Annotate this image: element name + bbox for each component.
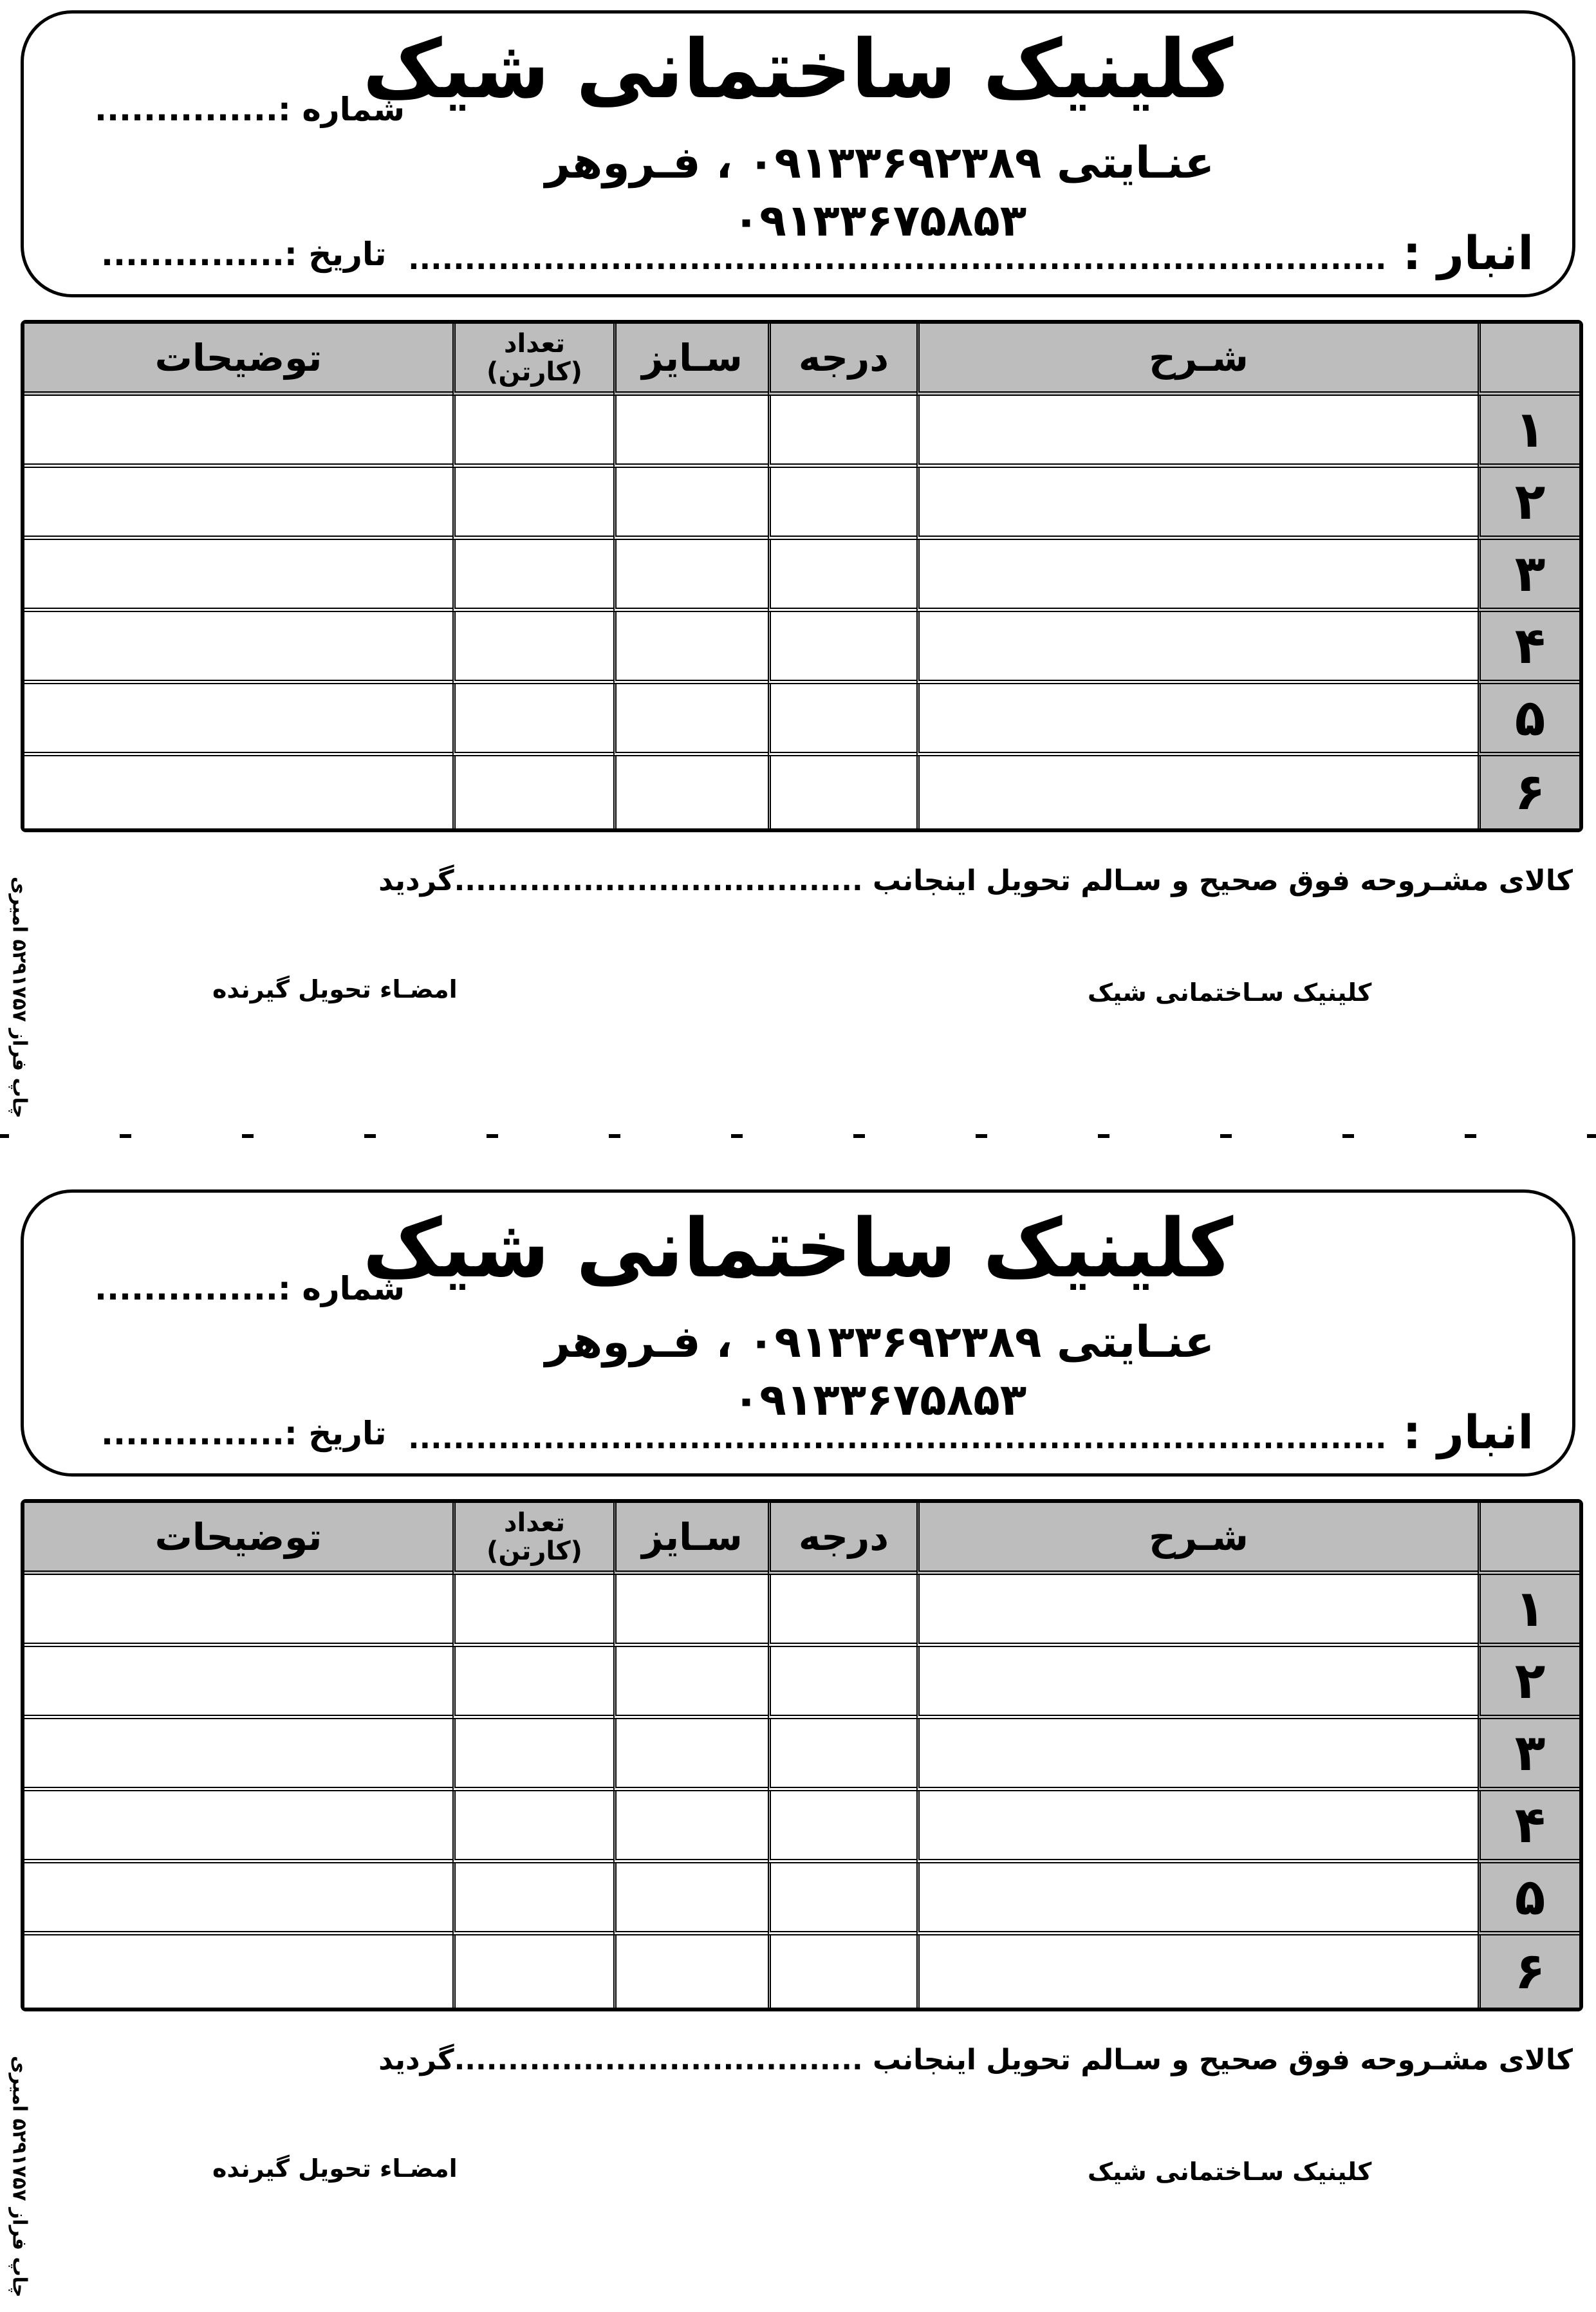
receiver-signature-label: امضـاء تحویل گیرنده [212,2154,458,2183]
grade-cell[interactable] [768,684,916,756]
warehouse-value[interactable]: ....................................................................................... [408,1421,1387,1455]
notes-cell[interactable] [24,1863,452,1935]
date-label: تاریخ : [284,236,387,273]
quantity-cell[interactable] [452,684,613,756]
table-row [24,468,1579,540]
form-header-box [21,10,1575,297]
table-row [24,612,1579,684]
date-value[interactable]: ............... [101,236,284,273]
table-row [24,1863,1579,1935]
description-cell[interactable] [916,612,1478,684]
column-header-size: سـایز [613,324,768,396]
table-body [24,1575,1579,2008]
table-body [24,396,1579,828]
notes-cell[interactable] [24,1935,452,2008]
cut-line-dashed [0,1134,1596,1138]
notes-cell[interactable] [24,1647,452,1719]
size-cell[interactable] [613,684,768,756]
column-header-description: شـرح [916,324,1478,396]
quantity-cell[interactable] [452,1935,613,2008]
description-cell[interactable] [916,1647,1478,1719]
size-cell[interactable] [613,756,768,828]
column-header-notes: توضیحات [24,324,452,396]
delivery-form-2 [0,1179,1596,2312]
quantity-cell[interactable] [452,1575,613,1647]
warehouse-value[interactable]: ....................................................................................... [408,241,1387,276]
row-number: ۲ [1478,1647,1579,1719]
quantity-header-line1: تعداد [504,328,565,359]
printer-credit: چاپ فراز ۵۲۹۱۷۵۷ امیری [8,876,31,1119]
quantity-header-line2: (کارتن) [487,1536,582,1566]
column-header-row-number [1478,1503,1579,1575]
date-value[interactable]: ............... [101,1415,284,1452]
column-header-size: سـایز [613,1503,768,1575]
description-cell[interactable] [916,1791,1478,1863]
grade-cell[interactable] [768,1575,916,1647]
column-header-grade: درجه [768,1503,916,1575]
table-row [24,1719,1579,1791]
quantity-cell[interactable] [452,1647,613,1719]
date-label: تاریخ : [284,1415,387,1452]
notes-cell[interactable] [24,684,452,756]
quantity-cell[interactable] [452,1791,613,1863]
form-header-box [21,1189,1575,1477]
column-header-description: شـرح [916,1503,1478,1575]
description-cell[interactable] [916,1863,1478,1935]
date-field[interactable] [101,1415,386,1452]
description-cell[interactable] [916,684,1478,756]
table-row [24,1935,1579,2008]
table-header-row [24,1503,1579,1575]
row-number: ۵ [1478,1863,1579,1935]
delivery-form-1 [0,0,1596,1133]
clinic-signature-label: کلینیک سـاختمانی شیک [1088,2158,1372,2186]
row-number: ۵ [1478,684,1579,756]
grade-cell[interactable] [768,1647,916,1719]
company-title: کلینیک ساختمانی شیک [362,1202,1234,1296]
quantity-cell[interactable] [452,468,613,540]
printer-credit: چاپ فراز ۵۲۹۱۷۵۷ امیری [8,2055,31,2298]
size-cell[interactable] [613,1863,768,1935]
column-header-quantity [452,1503,613,1575]
grade-cell[interactable] [768,756,916,828]
row-number: ۴ [1478,1791,1579,1863]
items-table [21,1499,1583,2011]
column-header-row-number [1478,324,1579,396]
quantity-header-line2: (کارتن) [487,357,582,387]
notes-cell[interactable] [24,396,452,468]
row-number: ۱ [1478,396,1579,468]
row-number: ۶ [1478,756,1579,828]
row-number: ۳ [1478,540,1579,612]
table-row [24,1791,1579,1863]
notes-cell[interactable] [24,1719,452,1791]
quantity-header-line1: تعداد [504,1507,565,1538]
contact-phones: عنـایتی ۰۹۱۳۳۶۹۲۳۸۹ ، فـروهر ۰۹۱۳۳۶۷۵۸۵۳ [544,1317,1215,1426]
number-field[interactable] [95,91,405,128]
grade-cell[interactable] [768,1935,916,2008]
notes-cell[interactable] [24,756,452,828]
grade-cell[interactable] [768,540,916,612]
date-field[interactable] [101,236,386,273]
company-title: کلینیک ساختمانی شیک [362,23,1234,117]
grade-cell[interactable] [768,1863,916,1935]
size-cell[interactable] [613,1791,768,1863]
table-row [24,540,1579,612]
notes-cell[interactable] [24,540,452,612]
warehouse-label: انبار : [1402,226,1534,280]
quantity-cell[interactable] [452,396,613,468]
notes-cell[interactable] [24,612,452,684]
grade-cell[interactable] [768,468,916,540]
size-cell[interactable] [613,468,768,540]
column-header-grade: درجه [768,324,916,396]
notes-cell[interactable] [24,468,452,540]
grade-cell[interactable] [768,1719,916,1791]
number-label: شماره : [277,1270,405,1307]
size-cell[interactable] [613,1935,768,2008]
number-label: شماره : [277,91,405,128]
notes-cell[interactable] [24,1791,452,1863]
table-row [24,396,1579,468]
table-row [24,756,1579,828]
items-table [21,320,1583,832]
clinic-signature-label: کلینیک سـاختمانی شیک [1088,978,1372,1007]
grade-cell[interactable] [768,396,916,468]
quantity-cell[interactable] [452,540,613,612]
grade-cell[interactable] [768,612,916,684]
number-value[interactable]: ............... [95,1270,278,1307]
number-value[interactable]: ............... [95,91,278,128]
row-number: ۱ [1478,1575,1579,1647]
number-field[interactable] [95,1270,405,1307]
description-cell[interactable] [916,396,1478,468]
size-cell[interactable] [613,396,768,468]
description-cell[interactable] [916,468,1478,540]
receipt-confirmation-text: کالای مشـروحه فوق صحیح و سـالم تحویل اینجانب ......................................گردید [378,864,1573,897]
column-header-notes: توضیحات [24,1503,452,1575]
table-row [24,1647,1579,1719]
size-cell[interactable] [613,1575,768,1647]
description-cell[interactable] [916,1719,1478,1791]
size-cell[interactable] [613,1647,768,1719]
description-cell[interactable] [916,1575,1478,1647]
quantity-cell[interactable] [452,756,613,828]
table-row [24,684,1579,756]
row-number: ۲ [1478,468,1579,540]
row-number: ۴ [1478,612,1579,684]
row-number: ۶ [1478,1935,1579,2008]
receiver-signature-label: امضـاء تحویل گیرنده [212,975,458,1003]
description-cell[interactable] [916,756,1478,828]
notes-cell[interactable] [24,1575,452,1647]
warehouse-field[interactable] [408,1405,1534,1459]
row-number: ۳ [1478,1719,1579,1791]
size-cell[interactable] [613,612,768,684]
size-cell[interactable] [613,540,768,612]
column-header-quantity [452,324,613,396]
grade-cell[interactable] [768,1791,916,1863]
warehouse-field[interactable] [408,226,1534,280]
table-header-row [24,324,1579,396]
contact-phones: عنـایتی ۰۹۱۳۳۶۹۲۳۸۹ ، فـروهر ۰۹۱۳۳۶۷۵۸۵۳ [544,138,1215,247]
description-cell[interactable] [916,1935,1478,2008]
table-row [24,1575,1579,1647]
receipt-confirmation-text: کالای مشـروحه فوق صحیح و سـالم تحویل اینجانب ......................................گردید [378,2044,1573,2076]
quantity-cell[interactable] [452,612,613,684]
quantity-cell[interactable] [452,1863,613,1935]
description-cell[interactable] [916,540,1478,612]
quantity-cell[interactable] [452,1719,613,1791]
size-cell[interactable] [613,1719,768,1791]
warehouse-label: انبار : [1402,1405,1534,1459]
